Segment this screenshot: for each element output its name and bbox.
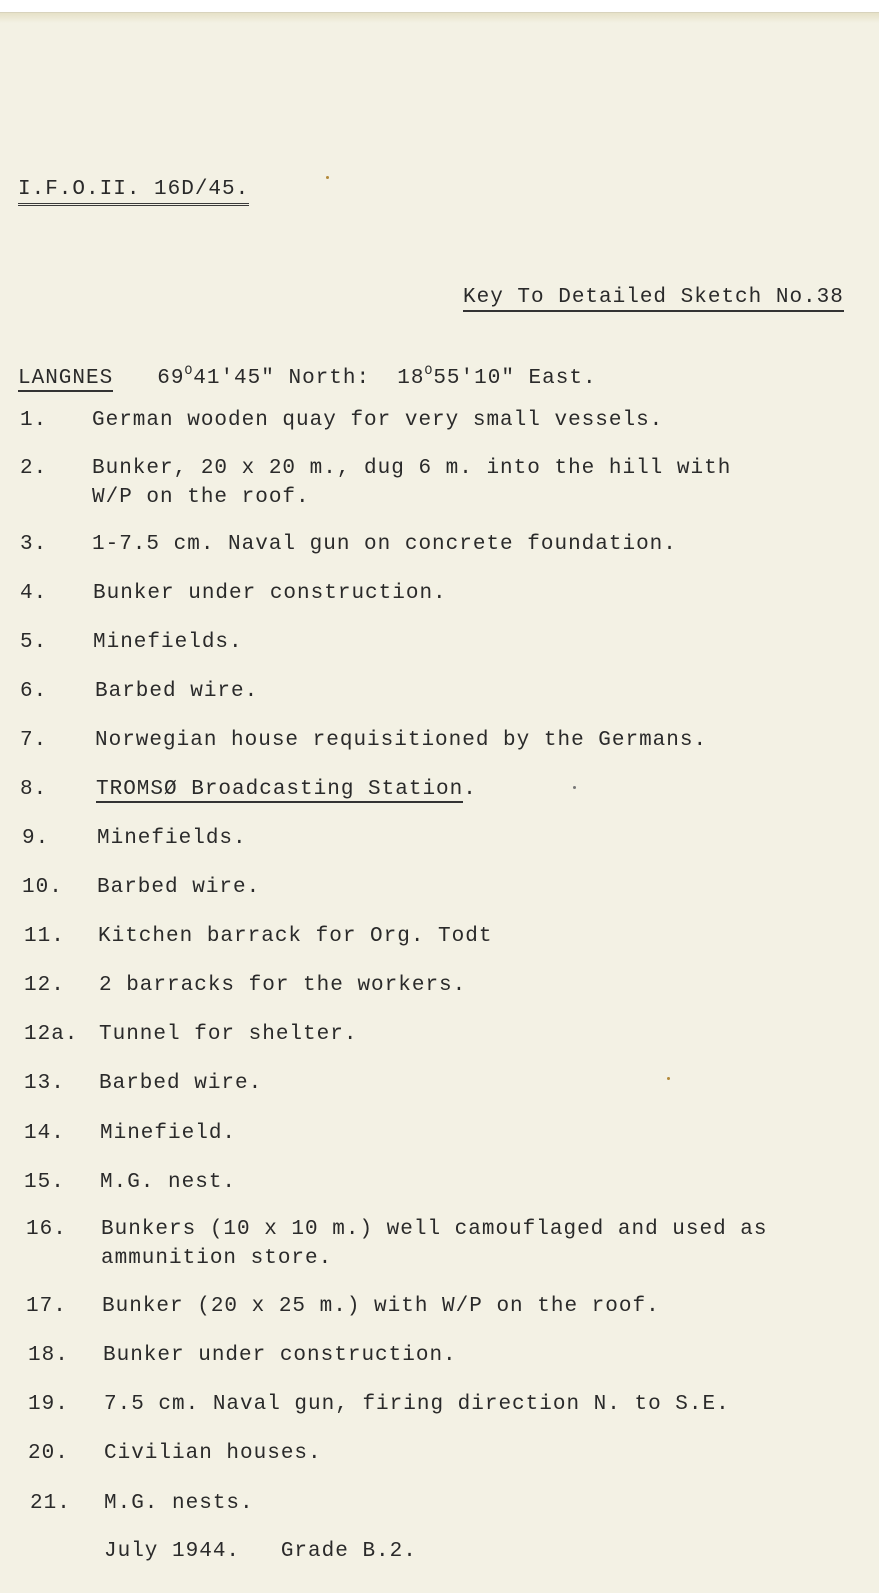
item-number: 4. xyxy=(20,582,48,605)
item-text: 2 barracks for the workers. xyxy=(99,974,467,997)
item-number: 9. xyxy=(22,827,50,850)
item-text: Barbed wire. xyxy=(97,876,261,899)
item-number: 8. xyxy=(20,778,48,801)
item-number: 18. xyxy=(28,1344,69,1367)
item-number: 20. xyxy=(28,1442,69,1465)
degree-symbol: O xyxy=(424,363,434,378)
item-text: Barbed wire. xyxy=(95,680,259,703)
item-number: 12a. xyxy=(24,1023,79,1046)
item-text: 1-7.5 cm. Naval gun on concrete foundation. xyxy=(92,533,677,556)
item-number: 12. xyxy=(24,974,65,997)
location-name: LANGNES xyxy=(18,367,114,390)
item-number: 14. xyxy=(24,1122,65,1145)
item-text: Bunkers (10 x 10 m.) well camouflaged and used as ammunition store. xyxy=(101,1218,768,1270)
item-text: Civilian houses. xyxy=(104,1442,322,1465)
north-degrees: 69 xyxy=(157,367,185,390)
item-text: Norwegian house requisitioned by the Germans. xyxy=(95,729,708,752)
paper-speck xyxy=(667,1077,670,1080)
document-reference: I.F.O.II. 16D/45. xyxy=(18,178,249,206)
item-number: 6. xyxy=(20,680,48,703)
item-text: Minefields. xyxy=(97,827,247,850)
item-number: 2. xyxy=(20,457,48,480)
north-coordinate: 41'45" North: xyxy=(193,367,371,390)
item-text: Bunker (20 x 25 m.) with W/P on the roof. xyxy=(102,1295,660,1318)
item-suffix: . xyxy=(463,778,477,801)
item-text: M.G. nests. xyxy=(104,1492,254,1515)
item-text: Minefields. xyxy=(93,631,243,654)
item-number: 16. xyxy=(26,1218,67,1241)
footer-date-grade: July 1944. Grade B.2. xyxy=(104,1540,417,1563)
item-text: Bunker, 20 x 20 m., dug 6 m. into the hill with W/P on the roof. xyxy=(92,457,732,509)
item-number: 1. xyxy=(20,409,48,432)
item-text: M.G. nest. xyxy=(100,1171,237,1194)
item-text: German wooden quay for very small vessels. xyxy=(92,409,664,432)
item-number: 7. xyxy=(20,729,48,752)
station-name: TROMSØ Broadcasting Station xyxy=(96,778,464,801)
item-number: 21. xyxy=(30,1492,71,1515)
item-text: Tunnel for shelter. xyxy=(99,1023,358,1046)
paper-speck xyxy=(326,176,329,179)
item-text: Barbed wire. xyxy=(99,1072,263,1095)
item-text: Minefield. xyxy=(100,1122,237,1145)
paper-speck xyxy=(573,786,576,789)
item-text-wrap xyxy=(96,775,477,804)
item-text: Bunker under construction. xyxy=(93,582,447,605)
item-number: 13. xyxy=(24,1072,65,1095)
location-line xyxy=(18,363,597,390)
item-number: 5. xyxy=(20,631,48,654)
item-number: 17. xyxy=(26,1295,67,1318)
east-degrees: 18 xyxy=(397,367,425,390)
item-text: Bunker under construction. xyxy=(103,1344,457,1367)
key-title: Key To Detailed Sketch No.38 xyxy=(463,286,844,312)
item-text: Kitchen barrack for Org. Todt xyxy=(98,925,493,948)
item-number: 3. xyxy=(20,533,48,556)
item-text: 7.5 cm. Naval gun, firing direction N. to S.E. xyxy=(104,1393,730,1416)
item-number: 10. xyxy=(22,876,63,899)
east-coordinate: 55'10" East. xyxy=(433,367,597,390)
item-number: 15. xyxy=(24,1171,65,1194)
degree-symbol: O xyxy=(184,363,194,378)
item-number: 19. xyxy=(28,1393,69,1416)
item-number: 11. xyxy=(24,925,65,948)
